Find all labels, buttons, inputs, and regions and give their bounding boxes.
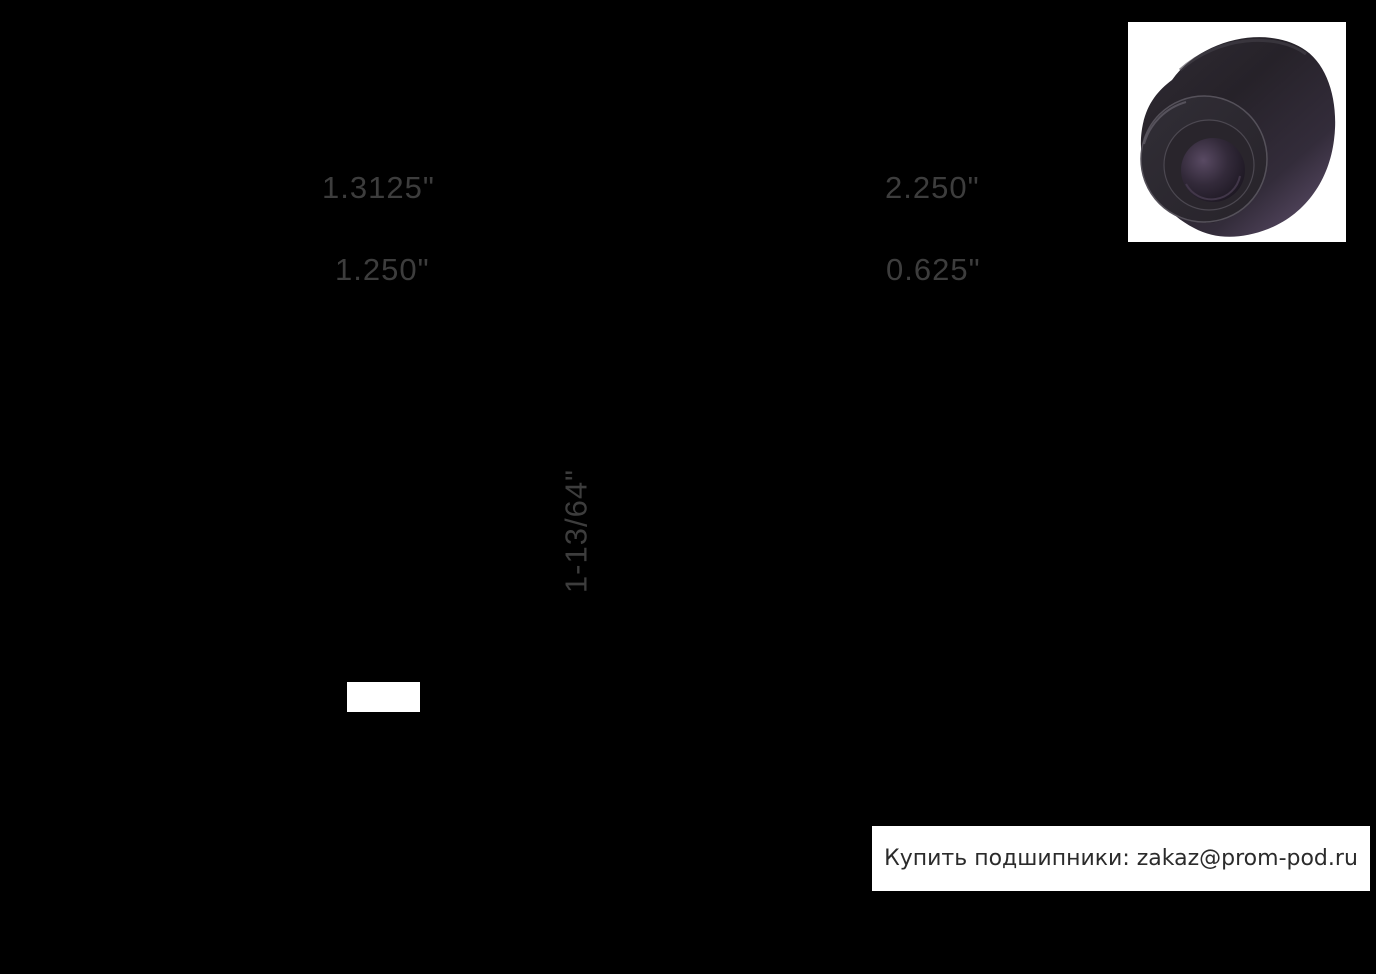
dimension-label-bore-diameter: 0.625" xyxy=(886,252,981,287)
contact-text: Купить подшипники: zakaz@prom-pod.ru xyxy=(884,846,1358,871)
bearing-bore xyxy=(1181,138,1245,202)
contact-banner xyxy=(872,826,1370,891)
dimension-label-outer-diameter: 2.250" xyxy=(885,170,980,205)
dimension-label-roller-width: 1.250" xyxy=(335,252,430,287)
product-photo-frame xyxy=(1128,22,1346,242)
dimension-label-vertical-height: 1-13/64" xyxy=(558,468,594,594)
bearing-3d-render-icon xyxy=(1128,22,1346,242)
blank-label-plate xyxy=(347,682,420,712)
dimension-label-flange-width: 1.3125" xyxy=(322,170,435,205)
